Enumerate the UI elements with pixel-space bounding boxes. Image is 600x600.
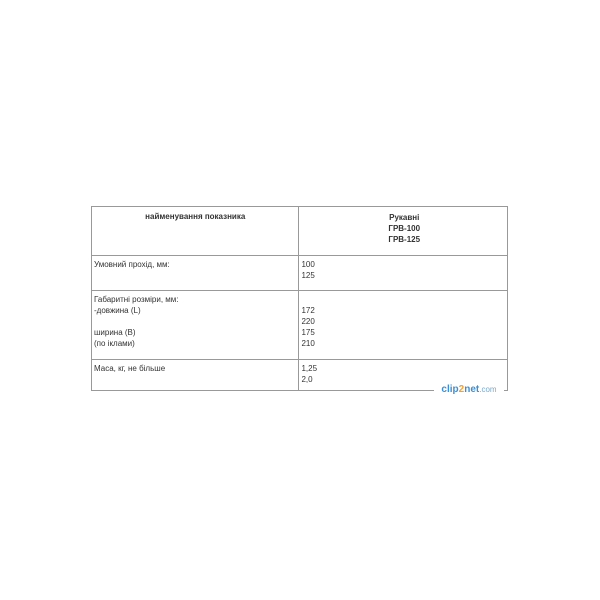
row-label-cell: [92, 256, 299, 291]
watermark-part: net: [464, 384, 480, 395]
row-label: Маса, кг, не більше: [94, 364, 166, 373]
watermark-part: clip: [441, 384, 459, 395]
row-label-cell: [92, 360, 299, 391]
row-value: 1,25: [301, 364, 318, 373]
header-right-cell: [299, 207, 508, 256]
row-value: 125: [301, 271, 315, 280]
row-value: 220: [301, 317, 315, 326]
table-row: [92, 256, 508, 291]
row-value: 172: [301, 306, 315, 315]
row-value-cell: [299, 291, 508, 360]
row-label-spacer: [92, 316, 298, 327]
row-value-spacer: [299, 294, 507, 305]
table-header-row: [92, 207, 508, 256]
row-label: Габаритні розміри, мм:: [94, 295, 179, 304]
row-value-cell: [299, 256, 508, 291]
row-label: Умовний прохід, мм:: [94, 260, 170, 269]
header-right-line: ГРВ-100: [388, 224, 421, 233]
header-left-cell: [92, 207, 299, 256]
spec-table: [91, 206, 508, 391]
header-left-label: найменування показника: [145, 212, 246, 221]
header-right-line: Рукавні: [389, 213, 420, 222]
header-right-line: ГРВ-125: [388, 235, 421, 244]
row-value: 210: [301, 339, 315, 348]
row-label: ширина (B): [94, 328, 136, 337]
row-label: -довжина (L): [94, 306, 141, 315]
table-row: [92, 291, 508, 360]
row-value: 100: [301, 260, 315, 269]
row-value: 2,0: [301, 375, 313, 384]
clip2net-watermark-logo: [434, 379, 504, 401]
row-label: (по іклами): [94, 339, 135, 348]
row-label-cell: [92, 291, 299, 360]
watermark-part: .com: [479, 385, 497, 394]
row-value: 175: [301, 328, 315, 337]
watermark-part: 2: [458, 384, 465, 395]
